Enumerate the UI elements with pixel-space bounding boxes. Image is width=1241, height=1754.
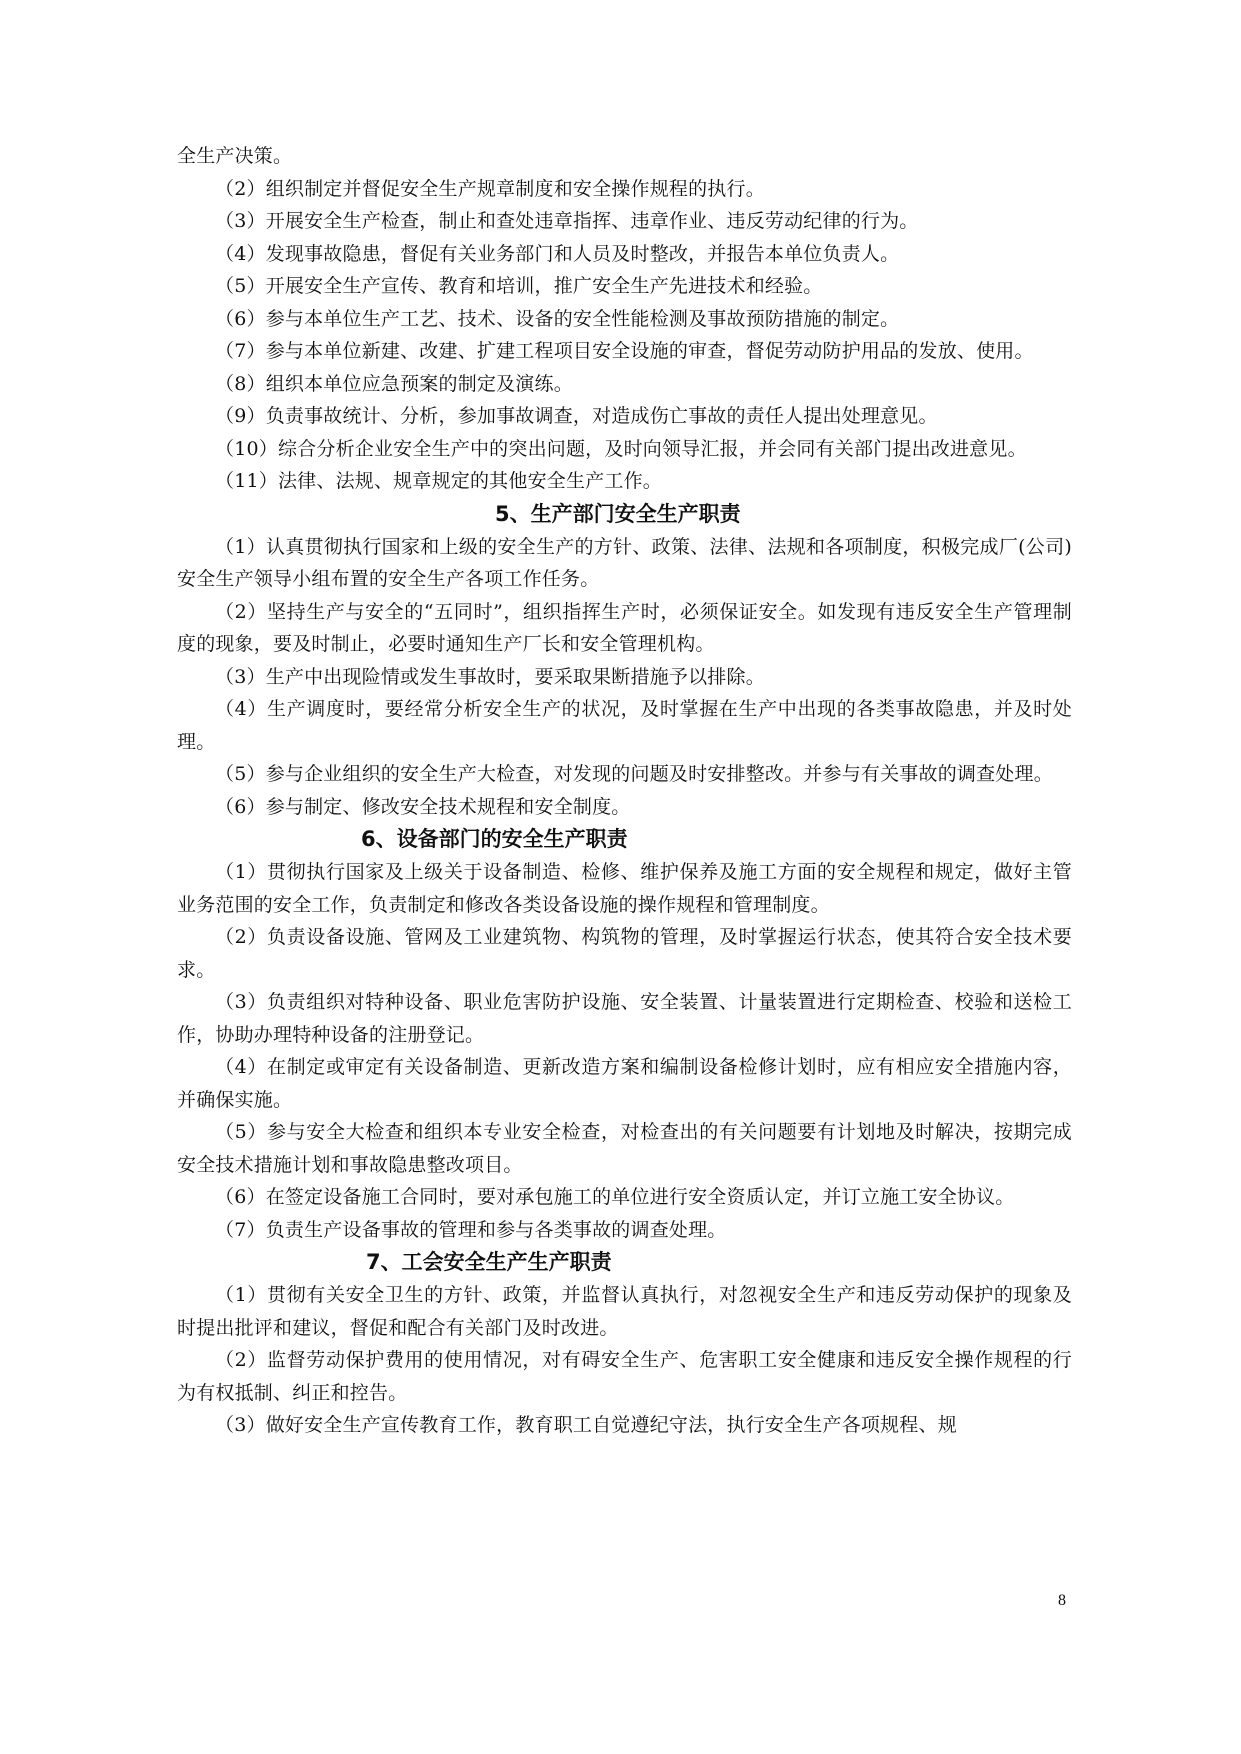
paragraph-item-3: （3）开展安全生产检查，制止和查处违章指挥、违章作业、违反劳动纪律的行为。	[215, 210, 919, 232]
document-body	[177, 140, 1072, 1442]
paragraph-item-2: （2）组织制定并督促安全生产规章制度和安全操作规程的执行。	[215, 177, 765, 200]
section6-item-4: （4）在制定或审定有关设备制造、更新改造方案和编制设备检修计划时，应有相应安全措施内容，并确保实施。	[177, 1056, 1072, 1111]
section6-item-7: （7）负责生产设备事故的管理和参与各类事故的调查处理。	[215, 1218, 727, 1241]
page-number: 8	[1058, 1592, 1066, 1609]
section6-item-1: （1）贯彻执行国家及上级关于设备制造、检修、维护保养及施工方面的安全规程和规定，做好主管业务范围的安全工作，负责制定和修改各类设备设施的操作规程和管理制度。	[177, 861, 1072, 916]
section6-item-2: （2）负责设备设施、管网及工业建筑物、构筑物的管理，及时掌握运行状态，使其符合安全技术要求。	[177, 926, 1072, 981]
section5-item-2: （2）坚持生产与安全的“五同时”，组织指挥生产时，必须保证安全。如发现有违反安全生产管理制度的现象，要及时制止，必要时通知生产厂长和安全管理机构。	[177, 600, 1072, 655]
section5-item-4: （4）生产调度时，要经常分析安全生产的状况，及时掌握在生产中出现的各类事故隐患，并及时处理。	[177, 698, 1072, 753]
section5-item-3: （3）生产中出现险情或发生事故时，要采取果断措施予以排除。	[215, 665, 765, 688]
section5-item-1: （1）认真贯彻执行国家和上级的安全生产的方针、政策、法律、法规和各项制度，积极完成厂(公司)安全生产领导小组布置的安全生产各项工作任务。	[177, 535, 1072, 590]
section6-item-3: （3）负责组织对特种设备、职业危害防护设施、安全装置、计量装置进行定期检查、校验和送检工作，协助办理特种设备的注册登记。	[177, 991, 1072, 1046]
paragraph-item-11: （11）法律、法规、规章规定的其他安全生产工作。	[215, 470, 662, 492]
section-heading-7: 7、工会安全生产生产职责	[366, 1250, 612, 1274]
paragraph-item-5: （5）开展安全生产宣传、教育和培训，推广安全生产先进技术和经验。	[215, 275, 823, 297]
section6-item-6: （6）在签定设备施工合同时，要对承包施工的单位进行安全资质认定，并订立施工安全协议。	[215, 1186, 1015, 1208]
paragraph-item-9: （9）负责事故统计、分析，参加事故调查，对造成伤亡事故的责任人提出处理意见。	[215, 405, 938, 427]
section7-item-3: （3）做好安全生产宣传教育工作，教育职工自觉遵纪守法，执行安全生产各项规程、规	[215, 1414, 957, 1436]
section5-item-6: （6）参与制定、修改安全技术规程和安全制度。	[215, 795, 631, 818]
paragraph-continuation: 全生产决策。	[177, 145, 293, 167]
section-heading-6: 6、设备部门的安全生产职责	[361, 827, 628, 851]
paragraph-item-7: （7）参与本单位新建、改建、扩建工程项目安全设施的审查，督促劳动防护用品的发放、使用。	[215, 340, 1034, 362]
paragraph-item-10: （10）综合分析企业安全生产中的突出问题，及时向领导汇报，并会同有关部门提出改进意见。	[215, 437, 1027, 460]
paragraph-item-6: （6）参与本单位生产工艺、技术、设备的安全性能检测及事故预防措施的制定。	[215, 307, 900, 330]
section7-item-2: （2）监督劳动保护费用的使用情况，对有碍安全生产、危害职工安全健康和违反安全操作规程的行为有权抵制、纠正和控告。	[177, 1349, 1072, 1404]
section5-item-5: （5）参与企业组织的安全生产大检查，对发现的问题及时安排整改。并参与有关事故的调查处理。	[215, 763, 1053, 785]
paragraph-item-4: （4）发现事故隐患，督促有关业务部门和人员及时整改，并报告本单位负责人。	[215, 242, 900, 265]
section-heading-5: 5、生产部门安全生产职责	[495, 501, 741, 526]
section6-item-5: （5）参与安全大检查和组织本专业安全检查，对检查出的有关问题要有计划地及时解决，按期完成安全技术措施计划和事故隐患整改项目。	[177, 1121, 1072, 1176]
paragraph-item-8: （8）组织本单位应急预案的制定及演练。	[215, 372, 573, 395]
section7-item-1: （1）贯彻有关安全卫生的方针、政策，并监督认真执行，对忽视安全生产和违反劳动保护的现象及时提出批评和建议，督促和配合有关部门及时改进。	[177, 1284, 1072, 1339]
